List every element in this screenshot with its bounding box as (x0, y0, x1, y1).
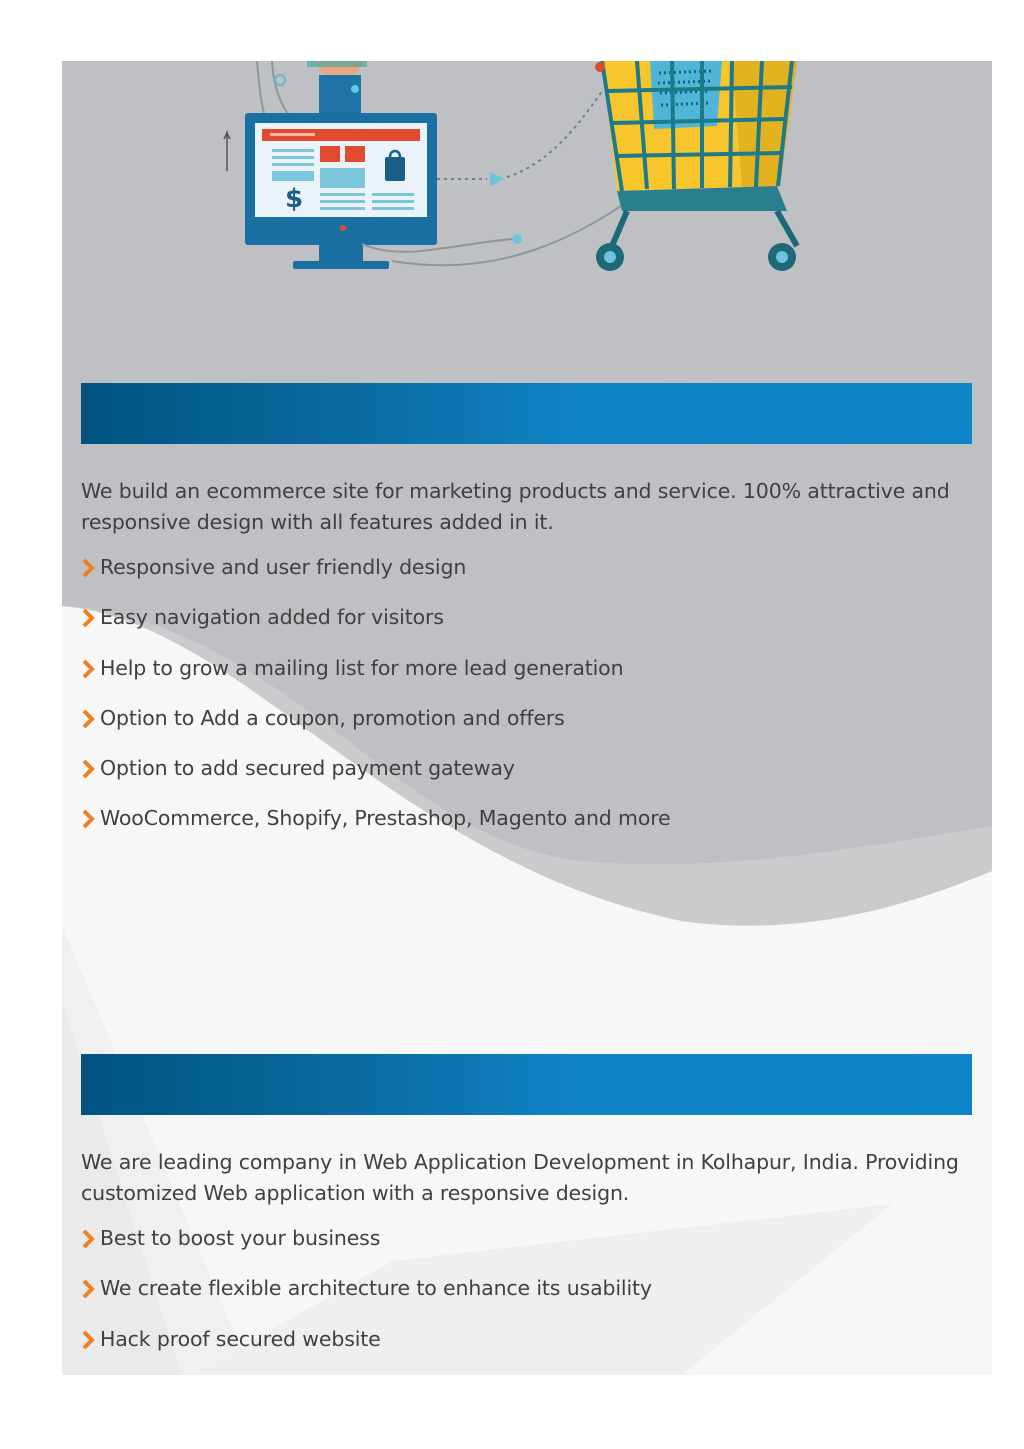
list-item (81, 1273, 981, 1323)
web-application-feature-list (81, 1223, 981, 1374)
ecommerce-section (81, 476, 981, 854)
dollar-symbol: $ (285, 184, 304, 214)
web-application-section-banner (81, 1054, 972, 1115)
ecommerce-section-banner (81, 383, 972, 444)
list-item (81, 602, 981, 652)
feature-text: We create flexible architecture to enhance its usability (100, 1276, 652, 1301)
chevron-right-icon (81, 1279, 95, 1299)
chevron-right-icon (81, 659, 95, 679)
list-item (81, 1324, 981, 1374)
chevron-right-icon (81, 1229, 95, 1249)
shopping-cart-icon (595, 61, 797, 271)
feature-text: Best to boost your business (100, 1226, 381, 1250)
ecommerce-intro: We build an ecommerce site for marketing products and service. 100% attractive and responsive design with all features added in it. (81, 479, 950, 534)
feature-text: Option to add secured payment gateway (100, 756, 515, 781)
chevron-right-icon (81, 608, 95, 628)
feature-text: Help to grow a mailing list for more lead generation (100, 655, 624, 680)
ecommerce-feature-list (81, 552, 981, 854)
chevron-right-icon (81, 709, 95, 729)
feature-text: Responsive and user friendly design (100, 555, 467, 579)
web-application-section (81, 1147, 981, 1374)
feature-text: WooCommerce, Shopify, Prestashop, Magento and more (100, 806, 671, 831)
list-item (81, 803, 981, 853)
feature-text: Hack proof secured website (100, 1326, 381, 1351)
web-application-intro: We are leading company in Web Application Development in Kolhapur, India. Providing customized Web application with a responsive design. (81, 1150, 959, 1205)
page-card (62, 61, 992, 1375)
chevron-right-icon (81, 759, 95, 779)
list-item (81, 653, 981, 703)
list-item (81, 703, 981, 753)
feature-text: Easy navigation added for visitors (100, 605, 444, 630)
list-item (81, 552, 981, 602)
chevron-right-icon (81, 809, 95, 829)
chevron-right-icon (81, 1330, 95, 1350)
feature-text: Option to Add a coupon, promotion and offers (100, 705, 565, 730)
list-item (81, 753, 981, 803)
list-item (81, 1223, 981, 1273)
chevron-right-icon (81, 558, 95, 578)
ecommerce-illustration (62, 61, 992, 301)
monitor-icon (245, 75, 437, 269)
